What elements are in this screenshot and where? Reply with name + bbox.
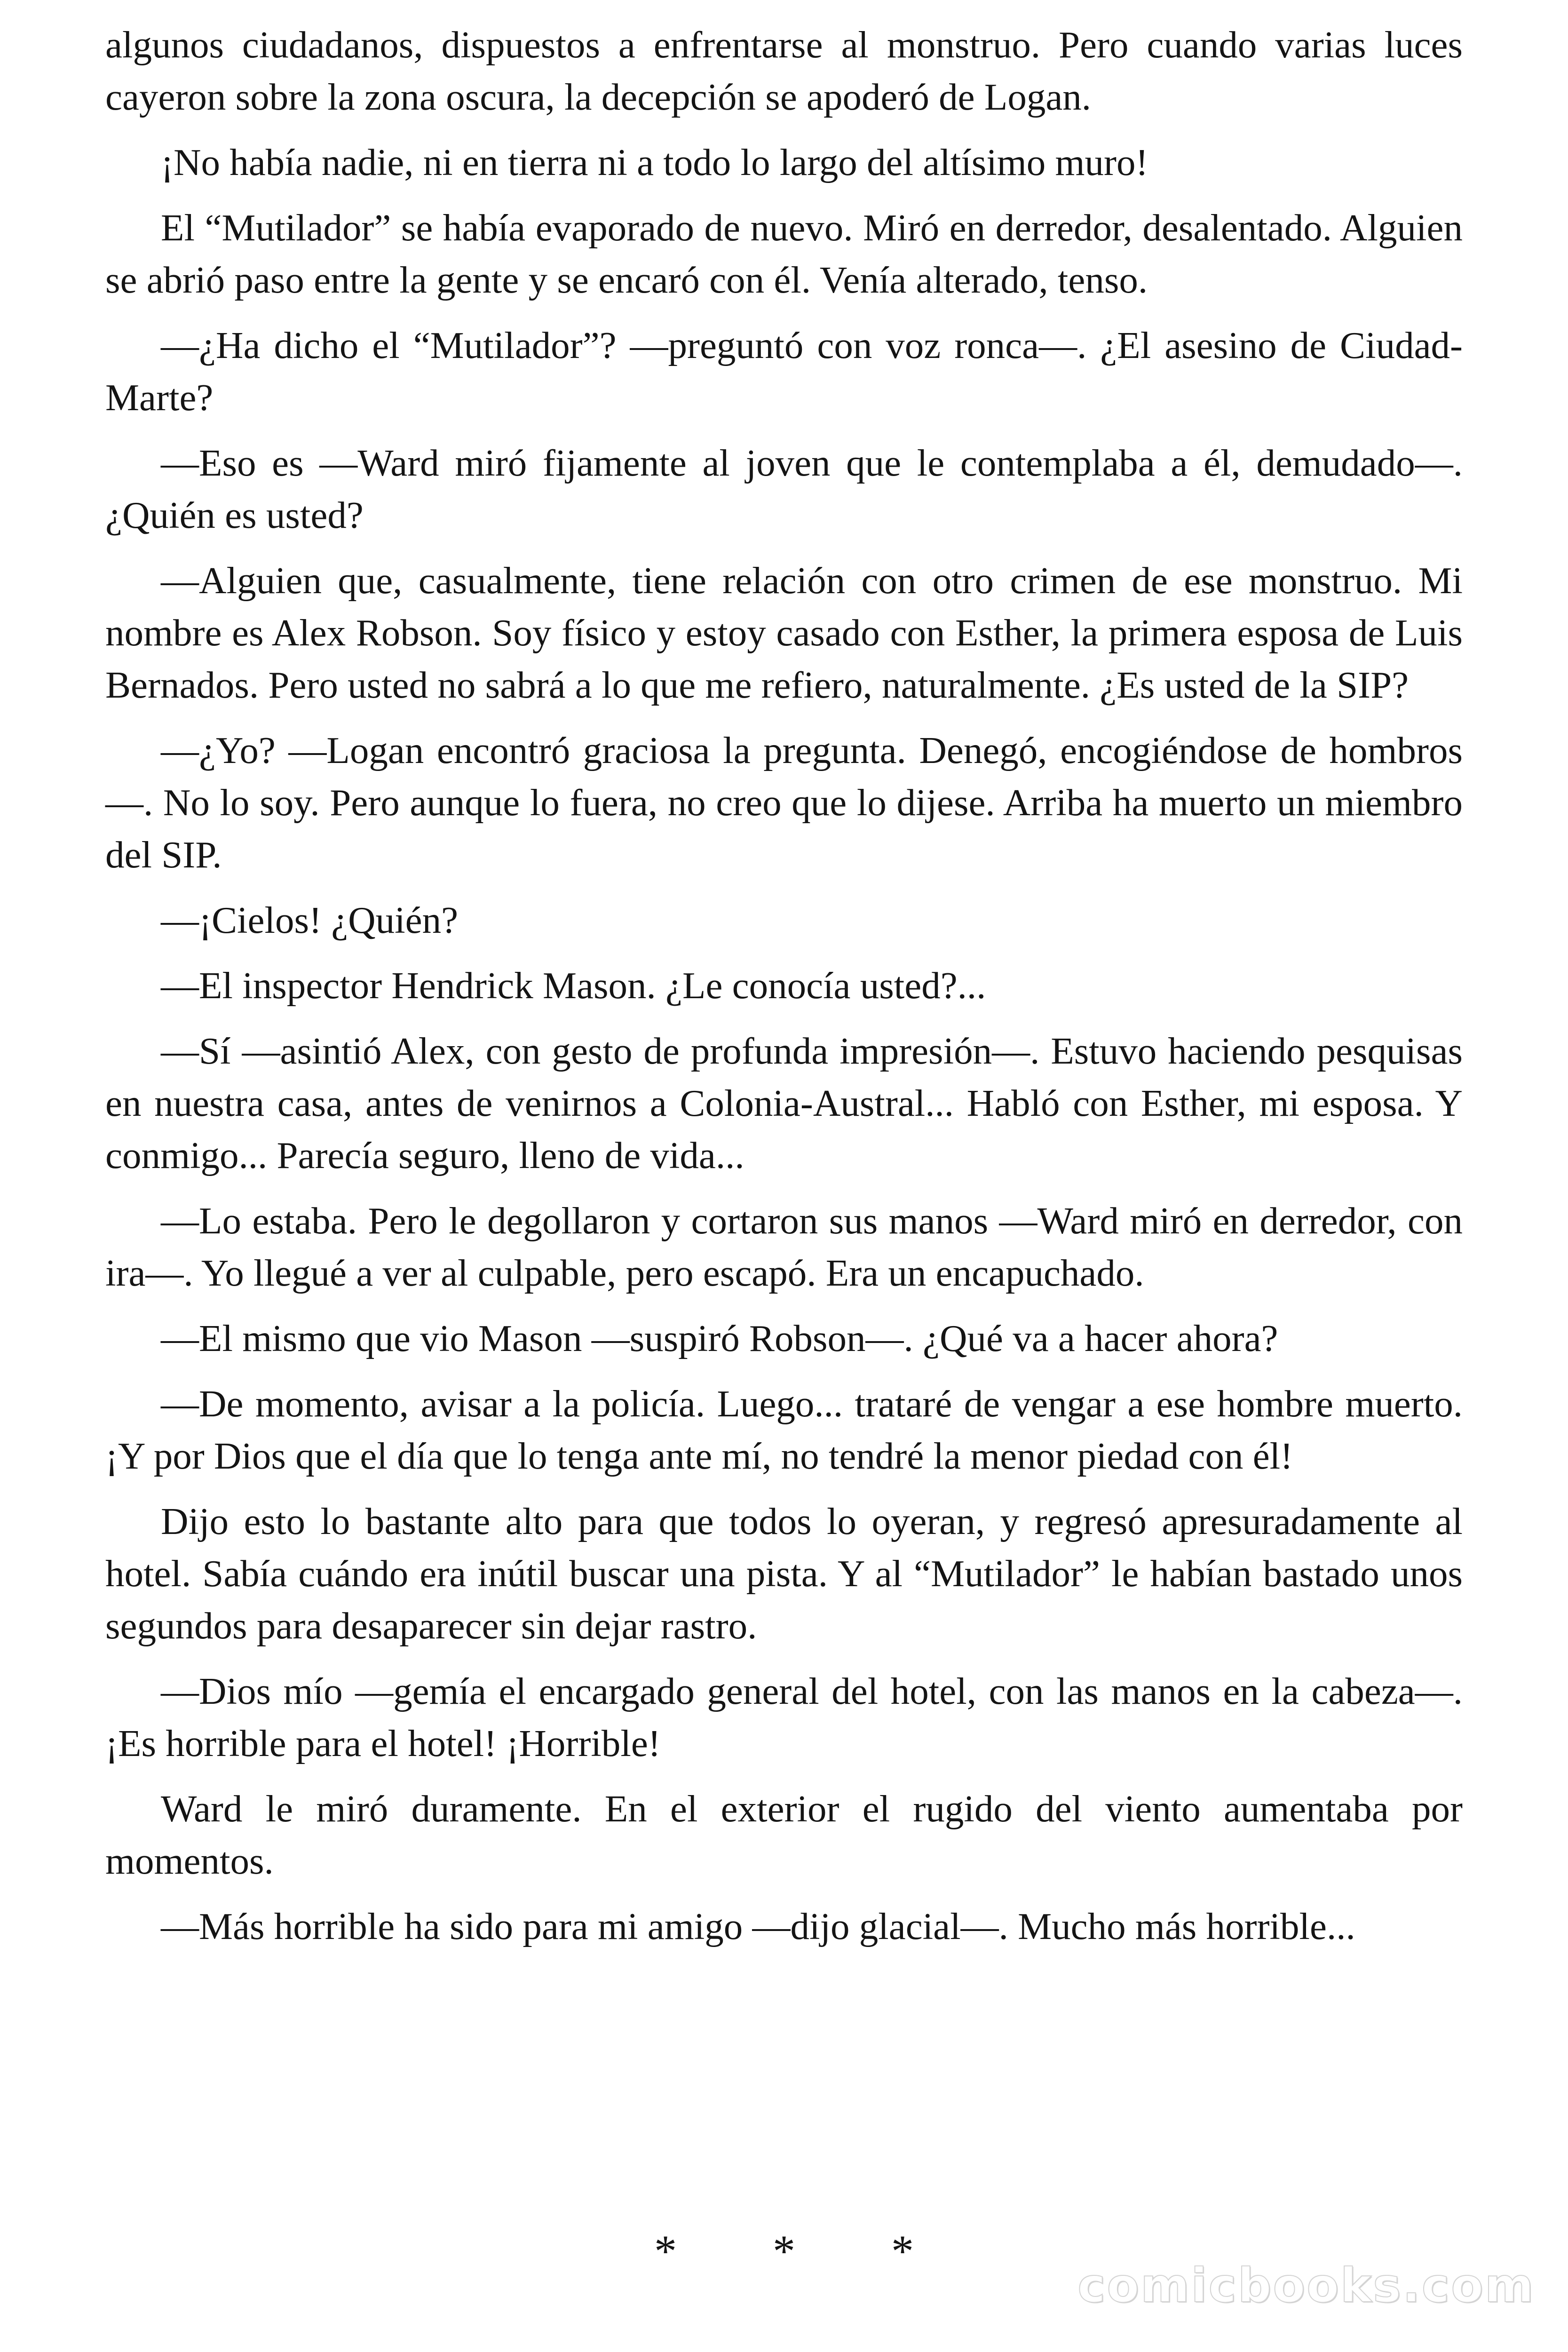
paragraph-6: —Alguien que, casualmente, tiene relación con otro crimen de ese monstruo. Mi nombre es Alex Robson. Soy físico y estoy casado con Esther, la primera esposa de Luis Bernados. Pero usted no sabrá a lo que me refiero, naturalmente. ¿Es usted de la SIP? [105, 559, 1463, 706]
paragraph-7: —¿Yo? —Logan encontró graciosa la pregunta. Denegó, encogiéndose de hombros—. No lo soy. Pero aunque lo fuera, no creo que lo dijese. Arriba ha muerto un miembro del SIP. [105, 729, 1463, 876]
paragraph-14: Dijo esto lo bastante alto para que todos lo oyeran, y regresó apresuradamente al hotel. Sabía cuándo era inútil buscar una pista. Y al “Mutilador” le habían bastado unos segundos para desaparecer sin dejar rastro. [105, 1500, 1463, 1647]
paragraph-13: —De momento, avisar a la policía. Luego... trataré de vengar a ese hombre muerto. ¡Y por Dios que el día que lo tenga ante mí, no tendré la menor piedad con él! [105, 1383, 1463, 1477]
paragraph-16: Ward le miró duramente. En el exterior el rugido del viento aumentaba por momentos. [105, 1788, 1463, 1882]
paragraph-5: —Eso es —Ward miró fijamente al joven que le contemplaba a él, demudado—. ¿Quién es usted? [105, 442, 1463, 536]
paragraph-8: —¡Cielos! ¿Quién? [161, 899, 459, 941]
paragraph-4: —¿Ha dicho el “Mutilador”? —preguntó con voz ronca—. ¿El asesino de Ciudad-Marte? [105, 324, 1463, 419]
watermark-logo: comicbooks.com [1077, 2258, 1535, 2313]
paragraph-3: El “Mutilador” se había evaporado de nuevo. Miró en derredor, desalentado. Alguien se abrió paso entre la gente y se encaró con él. Venía alterado, tenso. [105, 207, 1463, 301]
paragraph-17: —Más horrible ha sido para mi amigo —dijo glacial—. Mucho más horrible... [161, 1905, 1355, 1947]
paragraph-11: —Lo estaba. Pero le degollaron y cortaron sus manos —Ward miró en derredor, con ira—. Yo llegué a ver al culpable, pero escapó. Era un encapuchado. [105, 1200, 1463, 1294]
page-text-block [105, 19, 1463, 1966]
paragraph-10: —Sí —asintió Alex, con gesto de profunda impresión—. Estuvo haciendo pesquisas en nuestra casa, antes de venirnos a Colonia-Austral... Habló con Esther, mi esposa. Y conmigo... Parecía seguro, lleno de vida... [105, 1030, 1463, 1176]
paragraph-2: ¡No había nadie, ni en tierra ni a todo lo largo del altísimo muro! [161, 141, 1148, 183]
paragraph-9: —El inspector Hendrick Mason. ¿Le conocía usted?... [161, 964, 986, 1007]
paragraph-12: —El mismo que vio Mason —suspiró Robson—. ¿Qué va a hacer ahora? [161, 1317, 1278, 1359]
paragraph-15: —Dios mío —gemía el encargado general del hotel, con las manos en la cabeza—. ¡Es horrible para el hotel! ¡Horrible! [105, 1670, 1463, 1764]
section-separator: * * * [654, 2226, 956, 2276]
paragraph-1: algunos ciudadanos, dispuestos a enfrentarse al monstruo. Pero cuando varias luces cayeron sobre la zona oscura, la decepción se apoderó de Logan. [105, 24, 1463, 118]
